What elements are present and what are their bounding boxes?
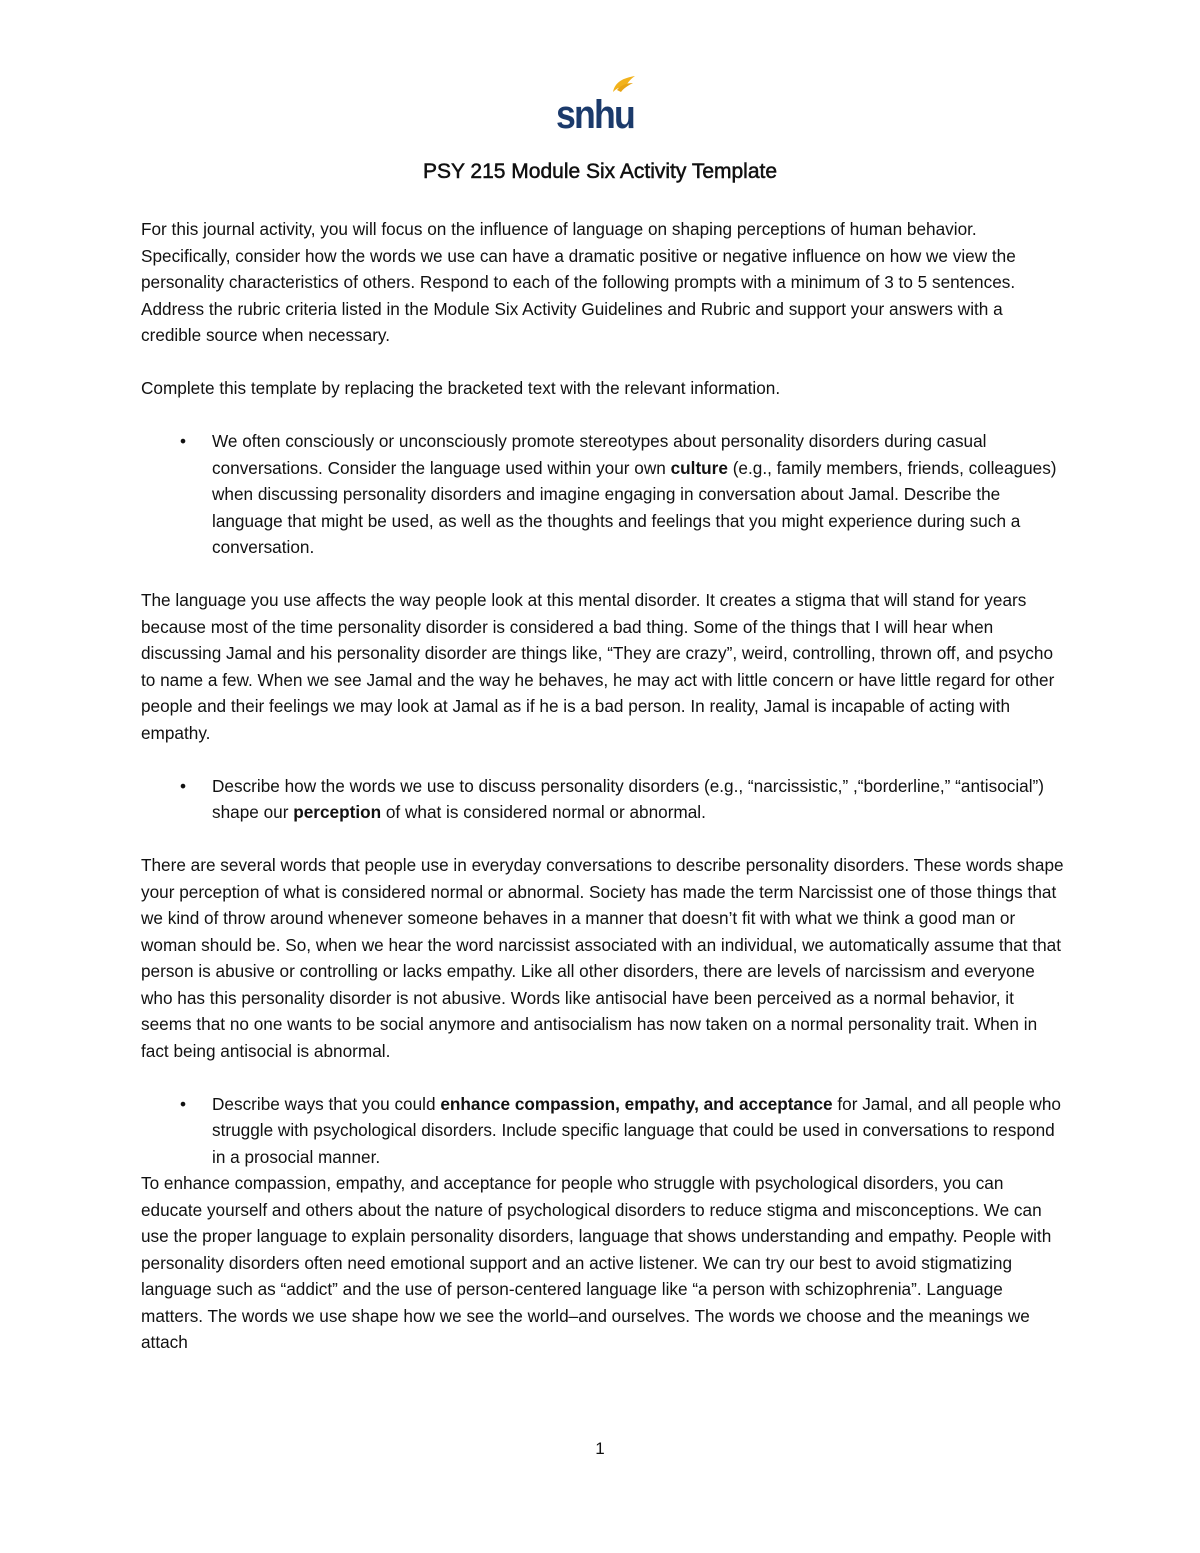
prompt-2-keyword: perception <box>293 802 382 822</box>
prompt-1: • We often consciously or unconsciously promote stereotypes about personality disorders during casual conversations. Consider the language used within your own culture (e.g., family members, friends, colleagues) when discussing personality disorders and imagine engaging in conversation about Jamal. Describe the language that might be used, as well as the thoughts and feelings that you might experience during such a conversation. <box>141 428 1066 561</box>
logo-flame-icon <box>613 76 635 92</box>
document-body <box>141 216 1066 1356</box>
instruction-paragraph: Complete this template by replacing the bracketed text with the relevant information. <box>141 378 781 398</box>
snhu-logo <box>555 72 639 132</box>
intro-paragraph: For this journal activity, you will focus on the influence of language on shaping perceptions of human behavior. Specifically, consider how the words we use can have a dramatic positive or negative influence on how we view the personality characteristics of others. Respond to each of the following prompts with a minimum of 3 to 5 sentences. Address the rubric criteria listed in the Module Six Activity Guidelines and Rubric and support your answers with a credible source when necessary. <box>141 219 1016 345</box>
answer-1: The language you use affects the way people look at this mental disorder. It creates a stigma that will stand for years because most of the time personality disorder is considered a bad thing. Some of the things that I will hear when discussing Jamal and his personality disorder are things like, “They are crazy”, weird, controlling, thrown off, and psycho to name a few. When we see Jamal and the way he behaves, he may act with little concern or have little regard for other people and their feelings we may look at Jamal as if he is a bad person. In reality, Jamal is incapable of acting with empathy. <box>141 590 1055 743</box>
bullet-icon: • <box>179 431 187 451</box>
page-title: PSY 215 Module Six Activity Template <box>422 160 778 183</box>
prompt-1-keyword: culture <box>670 457 728 478</box>
bullet-icon: • <box>179 775 187 796</box>
bullet-icon: • <box>179 1093 187 1114</box>
snhu-logo-mark <box>555 72 639 132</box>
answer-3: To enhance compassion, empathy, and acceptance for people who struggle with psychological disorders, you can educate yourself and others about the nature of psychological disorders to reduce stigma and misconceptions. We can use the proper language to explain personality disorders, language that shows understanding and empathy. People with personality disorders often need emotional support and an active listener. We can try our best to avoid stigmatizing language such as “addict” and the use of person-centered language like “a person with schizophrenia”. Language matters. The words we use shape how we see the world–and ourselves. The words we choose and the meanings we attach <box>141 1173 1052 1352</box>
page-number: 1 <box>595 1439 605 1458</box>
answer-2: There are several words that people use in everyday conversations to describe personality disorders. These words shape your perception of what is considered normal or abnormal. Society has made the term Narcissist one of those things that we kind of throw around whenever someone behaves in a manner that doesn’t fit with what we think a good man or woman should be. So, when we hear the word narcissist associated with an individual, we automatically assume that that person is abusive or controlling or lacks empathy. Like all other disorders, there are levels of narcissism and everyone who has this personality disorder is not abusive. Words like antisocial have been perceived as a normal behavior, it seems that no one wants to be social anymore and antisocialism has now taken on a normal personality trait. When in fact being antisocial is abnormal. <box>141 855 1064 1061</box>
prompt-2: • Describe how the words we use to discuss personality disorders (e.g., “narcissistic,” ,“borderline,” “antisocial”) shape our perception of what is considered normal or abnormal. <box>141 773 1066 826</box>
svg-text:snhu: snhu <box>556 93 634 132</box>
prompt-3: • Describe ways that you could enhance compassion, empathy, and acceptance for Jamal, and all people who struggle with psychological disorders. Include specific language that could be used in conversations to respond in a prosocial manner. <box>141 1091 1066 1171</box>
prompt-3-keyword: enhance compassion, empathy, and acceptance <box>440 1093 833 1114</box>
